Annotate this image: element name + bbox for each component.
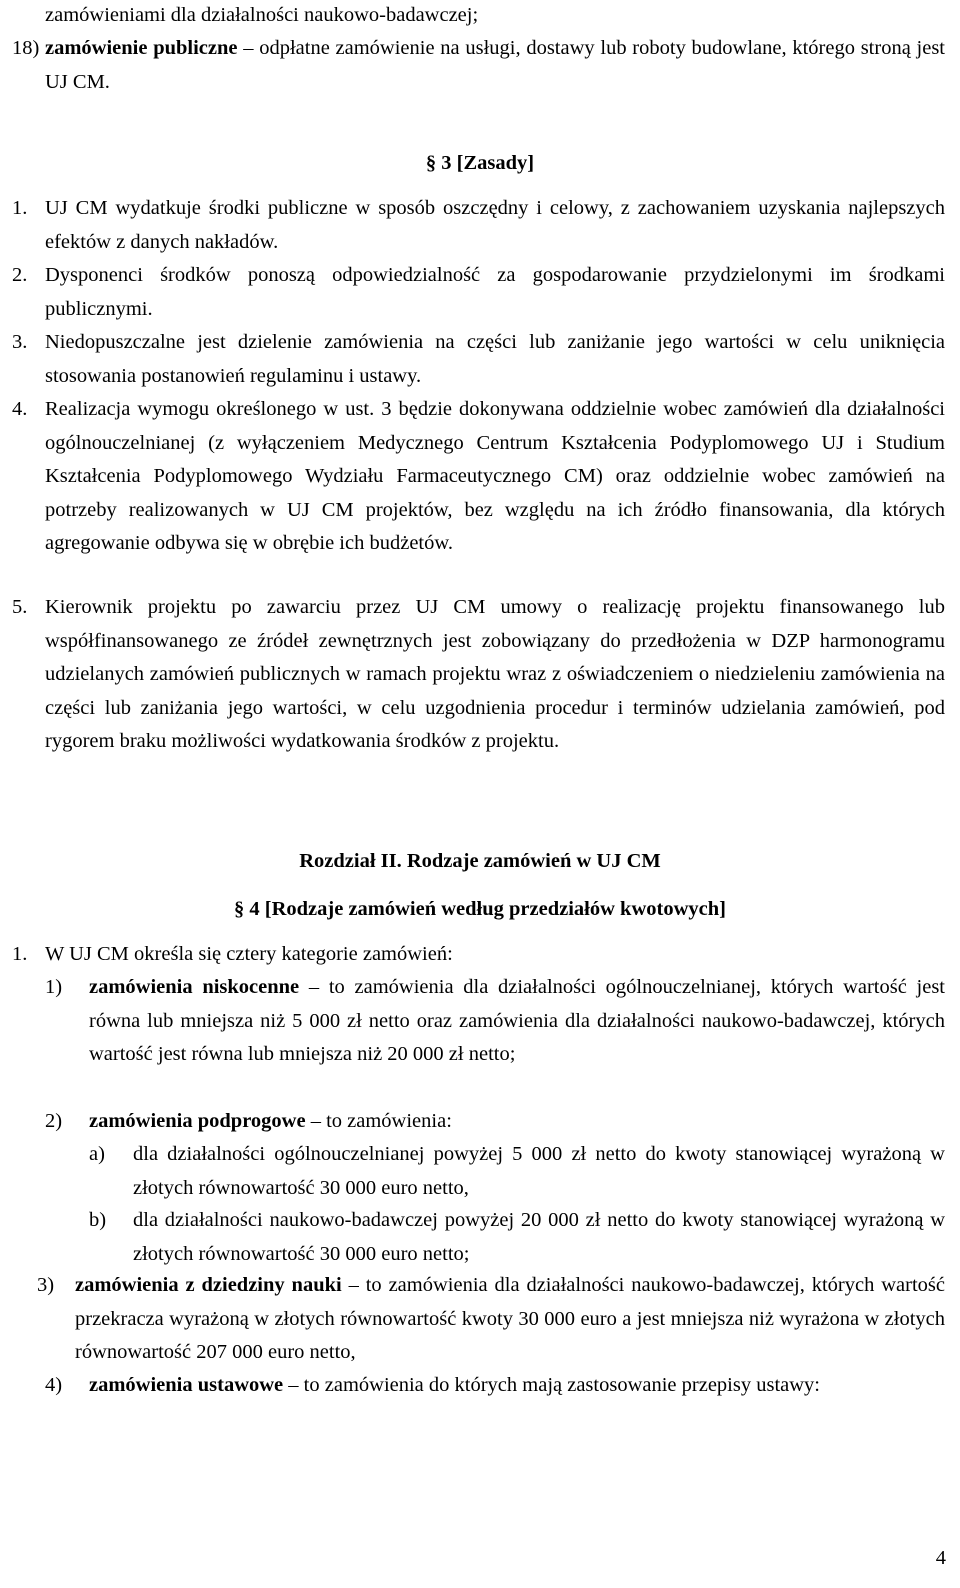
list-item [45, 0, 945, 33]
item-text: Niedopuszczalne jest dzielenie zamówienia na części lub zaniżanie jego wartości w celu uniknięcia stosowania postanowień regulaminu i ustawy. [45, 331, 945, 387]
defined-term: zamówienie publiczne [45, 37, 238, 59]
item-number: 1. [12, 943, 28, 965]
item-number: 2. [12, 264, 28, 286]
item-text: UJ CM wydatkuje środki publiczne w sposób oszczędny i celowy, z zachowaniem uzyskania najlepszych efektów z danych nakładów. [45, 197, 945, 253]
item-body [45, 32, 945, 99]
section-heading: § 3 [Zasady] [425, 152, 535, 174]
defined-term: zamówienia z dziedziny nauki [75, 1274, 342, 1296]
item-body [89, 1369, 945, 1403]
item-body [75, 1269, 945, 1370]
item-number: 1. [12, 197, 28, 219]
item-text: dla działalności naukowo-badawczej powyżej 20 000 zł netto do kwoty stanowiącej wyrażoną w złotych równowartość 30 000 euro netto; [133, 1209, 945, 1265]
item-number: 5. [12, 596, 28, 618]
item-number: 4. [12, 398, 28, 420]
item-text: – to zamówienia: [305, 1110, 452, 1132]
item-text: Realizacja wymogu określonego w ust. 3 będzie dokonywana oddzielnie wobec zamówień dla działalności ogólnouczelnianej (z wyłączeniem Medycznego Centrum Kształcenia Podyplomowego UJ i Studium Kształcenia Podyplomowego Wydziału Farmaceutycznego CM) oraz oddzielnie wobec zamówień na potrzeby realizowanych w UJ CM projektów, bez względu na ich źródło finansowania, dla których agregowanie odbywa się w obrębie ich budżetów. [45, 398, 945, 555]
item-text: dla działalności ogólnouczelnianej powyżej 5 000 zł netto do kwoty stanowiącej wyrażoną w złotych równowartość 30 000 euro netto, [133, 1143, 945, 1199]
item-number: 3) [37, 1274, 55, 1296]
item-text: – to zamówienia do których mają zastosowanie przepisy ustawy: [283, 1374, 821, 1396]
item-number: 3. [12, 331, 28, 353]
item-text: Kierownik projektu po zawarciu przez UJ CM umowy o realizację projektu finansowanego lub współfinansowanego ze źródeł zewnętrznych jest zobowiązany do przedłożenia w DZP harmonogramu udzielanych zamówień publicznych w ramach projektu wraz z oświadczeniem o niedzieleniu zamówienia na części lub zaniżania jego wartości, w celu uzgodnienia procedur i terminów udzielania zamówień, pod rygorem braku możliwości wydatkowania środków z projektu. [45, 596, 945, 753]
item-number: 2) [45, 1110, 63, 1132]
chapter-title: Rozdział II. Rodzaje zamówień w UJ CM [299, 850, 661, 872]
item-number: 1) [45, 976, 63, 998]
item-number: b) [89, 1209, 107, 1231]
item-text: Dysponenci środków ponoszą odpowiedzialność za gospodarowanie przydzielonymi im środkami publicznymi. [45, 264, 945, 320]
defined-term: zamówienia podprogowe [89, 1110, 306, 1132]
item-body [89, 971, 945, 1072]
item-text: zamówieniami dla działalności naukowo-badawczej; [45, 4, 479, 26]
item-number: 4) [45, 1374, 63, 1396]
item-text: – to zamówienia dla działalności ogólnouczelnianej, których wartość jest równa lub mniejsza niż 5 000 zł netto oraz zamówienia dla działalności naukowo-badawczej, których wartość jest równa lub mniejsza niż 20 000 zł netto; [89, 976, 945, 1066]
item-text: – odpłatne zamówienie na usługi, dostawy lub roboty budowlane, którego stroną jest UJ CM. [45, 37, 945, 93]
defined-term: zamówienia ustawowe [89, 1374, 284, 1396]
item-number: a) [89, 1143, 105, 1165]
item-body [89, 1105, 945, 1139]
item-text: W UJ CM określa się cztery kategorie zamówień: [45, 943, 453, 965]
page-number: 4 [935, 1547, 946, 1569]
item-number: 18) [12, 37, 40, 59]
defined-term: zamówienia niskocenne [89, 976, 300, 998]
item-text: – to zamówienia dla działalności naukowo-badawczej, których wartość przekracza wyrażoną w złotych równowartość kwoty 30 000 euro a jest mniejsza niż wyrażona w złotych równowartość 207 000 euro netto, [75, 1274, 946, 1364]
section-heading: § 4 [Rodzaje zamówień według przedziałów kwotowych] [234, 898, 726, 920]
